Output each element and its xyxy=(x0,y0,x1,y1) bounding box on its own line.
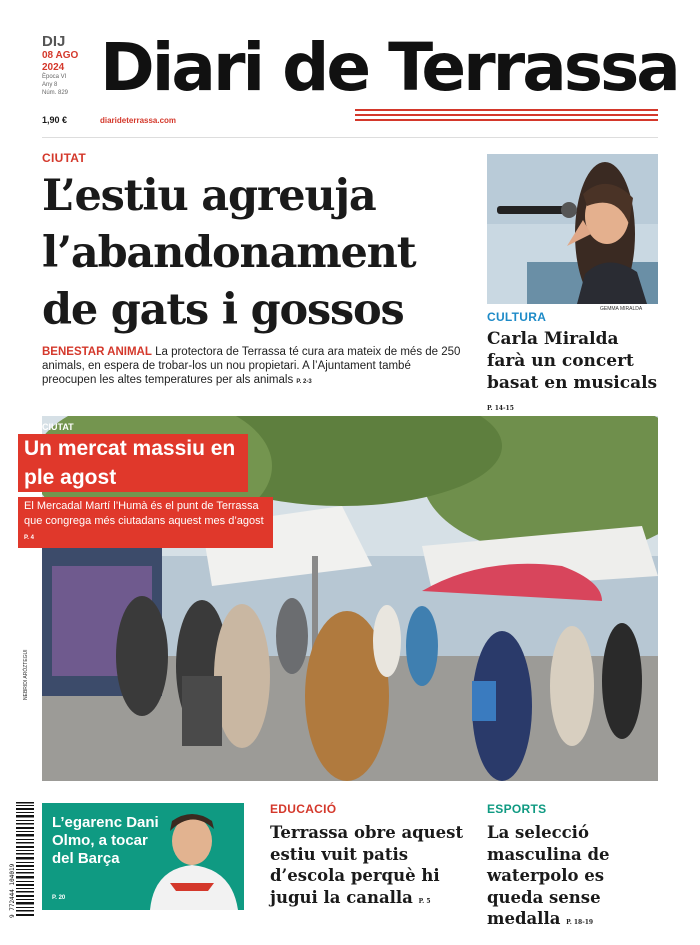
masthead-divider xyxy=(42,137,658,138)
lead-headline[interactable]: L’estiu agreuja l’abandonament de gats i gossos xyxy=(42,171,416,335)
photo-story-kicker: CIUTAT xyxy=(42,422,74,432)
issue-year: 2024 xyxy=(42,62,65,73)
education-kicker: EDUCACIÓ xyxy=(270,802,337,816)
market-photo-credit: NEBRIDI ARÓZTEGUI xyxy=(23,649,29,700)
culture-headline-text: Carla Miralda farà un concert basat en musicals xyxy=(487,329,658,393)
culture-headline[interactable] xyxy=(487,328,662,420)
sports-kicker: ESPORTS xyxy=(487,802,547,816)
lead-deck xyxy=(42,345,467,389)
newspaper-logo: Diari de Terrassa xyxy=(100,29,678,106)
education-page-ref: P. 5 xyxy=(418,897,431,905)
issue-day: DIJ xyxy=(42,33,66,50)
issue-number: Núm. 829 xyxy=(42,90,69,96)
photo-story-deck-text: El Mercadal Martí l’Humà és el punt de Terrassa que congrega més ciutadans aquest mes d’agost xyxy=(24,500,264,527)
sports-headline-text: La selecció masculina de waterpolo es queda sense medalla xyxy=(487,823,610,928)
issue-epoca: Època VI xyxy=(42,74,67,80)
lead-deck-kicker: BENESTAR ANIMAL xyxy=(42,346,152,358)
sport-promo-page-ref: P. 20 xyxy=(52,895,66,901)
photo-story-page-ref: P. 4 xyxy=(24,535,34,541)
photo-story-deck xyxy=(18,497,273,548)
barcode xyxy=(8,800,36,920)
singer-photo[interactable] xyxy=(487,154,658,304)
issue-info xyxy=(42,34,102,97)
lead-deck-text: La protectora de Terrassa té cura ara mateix de més de 250 animals, en espera de trobar-los un nou propietari. A l’Ajuntament també preocupen les altes temperatures per als animals xyxy=(42,346,461,386)
lead-kicker: CIUTAT xyxy=(42,151,87,165)
sports-page-ref: P. 18-19 xyxy=(566,919,594,926)
lead-page-ref: P. 2-3 xyxy=(296,379,312,385)
barcode-number: 9 772444 104019 xyxy=(9,863,16,918)
culture-kicker: CULTURA xyxy=(487,310,547,324)
sports-headline[interactable] xyxy=(487,822,662,934)
logo-rules xyxy=(355,109,658,124)
sport-promo-headline[interactable]: L’egarenc Dani Olmo, a tocar del Barça xyxy=(52,814,159,867)
website-link[interactable]: diarideterrassa.com xyxy=(100,116,177,125)
education-headline-text: Terrassa obre aquest estiu vuit patis d’escola perquè hi jugui la canalla xyxy=(270,823,464,907)
photo-story-headline[interactable]: Un mercat massiu en ple agost xyxy=(18,434,248,492)
education-headline[interactable] xyxy=(270,822,470,912)
cover-price: 1,90 € xyxy=(42,115,68,125)
culture-page-ref: P. 14-15 xyxy=(487,405,514,412)
singer-photo-credit: GEMMA MIRALDA xyxy=(600,306,643,312)
issue-any: Any 8 xyxy=(42,82,58,88)
issue-date: 08 AGO xyxy=(42,50,79,61)
singer-photo-illustration xyxy=(487,154,658,304)
